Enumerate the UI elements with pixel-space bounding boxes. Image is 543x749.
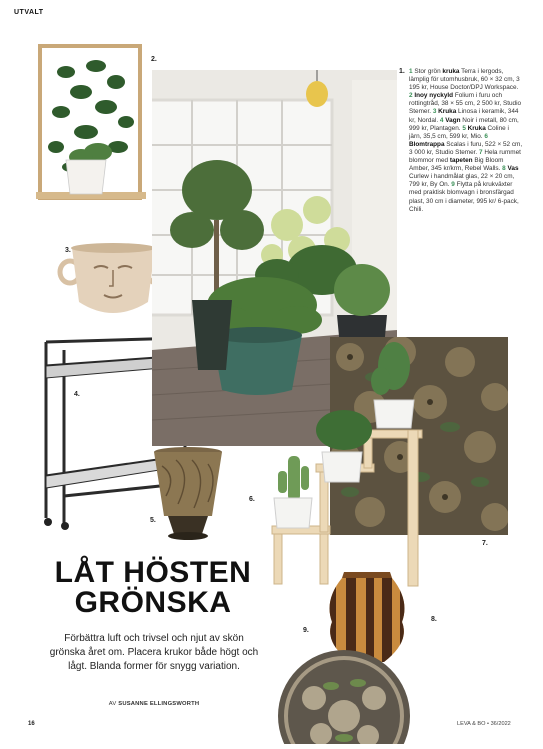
byline: AV SUSANNE ELLINGSWORTH xyxy=(108,701,200,707)
caption-item: 1 Stor grön kruka Terra i lergods, lämplig för utomhusbruk, 60 × 32 cm, 3 195 kr, House Doctor/DPJ Workspace. 2 Inoy nyckyld Folium i furu och rottingtråd, 38 × 55 cm, 2 500 kr, Studio Stemer. 3 Kruka Linosa i keramik, 344 kr, Nordal. 4 Vagn Noir i metall, 80 cm, 999 kr, Plantagen. 5 Kruka Coline i järn, 35,5 cm, 599 kr, Mio. 6 Blomtrappa Scalas i furu, 522 × 52 cm, 3 000 kr, Studio Stemer. 7 Hela rummet blommor med tapeten Big Bloom Amber, 345 kr/krm, Rebel Walls. 8 Vas Curlew i handmålat glas, 22 × 20 cm, 799 kr, By On. 9 Flytta på krukväxter med praktisk blomvagn i bronsfärgad plast, 30 cm i diameter, 995 kr/ 6-pack, Chili. xyxy=(409,68,523,213)
headline xyxy=(48,558,258,618)
intro-text: Förbättra luft och trivsel och njut av skön grönska året om. Placera krukor både högt och lågt. Blanda former för snygg variation. xyxy=(49,633,259,672)
section-label: UTVALT xyxy=(14,9,44,16)
label-4: 4. xyxy=(74,391,80,398)
page-number: 16 xyxy=(28,721,35,727)
label-6: 6. xyxy=(249,496,255,503)
label-5: 5. xyxy=(150,517,156,524)
label-2: 2. xyxy=(151,56,157,63)
product-caption-list xyxy=(409,68,523,215)
headline-line-1: LÅT HÖSTEN xyxy=(54,556,252,589)
headline-line-2: GRÖNSKA xyxy=(74,586,232,619)
hanging-shelf-image xyxy=(36,42,146,212)
bronze-pot-image xyxy=(152,446,224,542)
plant-caddy-image xyxy=(276,638,412,744)
label-1: 1. xyxy=(399,68,405,75)
label-7: 7. xyxy=(482,540,488,547)
magazine-issue: LEVA & BO • 36/2022 xyxy=(457,721,511,727)
label-9: 9. xyxy=(303,627,309,634)
label-3: 3. xyxy=(65,247,71,254)
label-8: 8. xyxy=(431,616,437,623)
plant-stand-image xyxy=(266,326,426,588)
